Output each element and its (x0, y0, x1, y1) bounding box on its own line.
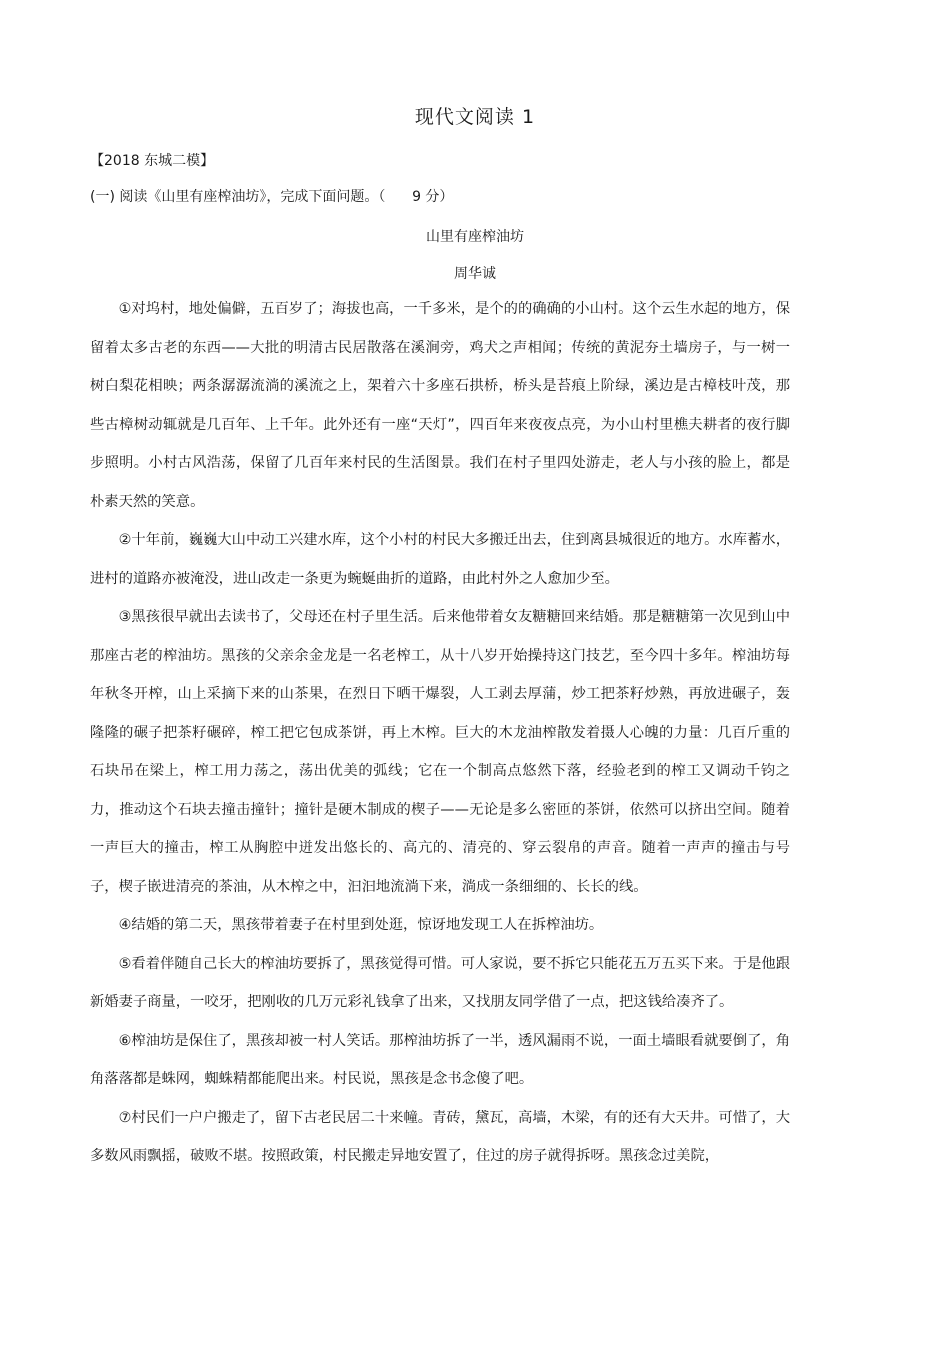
paragraph-1: ①对坞村，地处偏僻，五百岁了；海拔也高，一千多米，是个的的确确的小山村。这个云生水起的地方，保留着太多古老的东西——大批的明清古民居散落在溪涧旁，鸡犬之声相闻；传统的黄泥夯土墙房子，与一树一树白梨花相映；两条潺潺流淌的溪流之上，架着六十多座石拱桥，桥头是苔痕上阶绿，溪边是古樟枝叶茂，那些古樟树动辄就是几百年、上千年。此外还有一座“天灯”，四百年来夜夜点亮，为小山村里樵夫耕者的夜行脚步照明。小村古风浩荡，保留了几百年来村民的生活图景。我们在村子里四处游走，老人与小孩的脸上，都是朴素天然的笑意。 (90, 301, 790, 510)
paragraph-2: ②十年前，巍巍大山中动工兴建水库，这个小村的村民大多搬迁出去，住到离县城很近的地方。水库蓄水，进村的道路亦被淹没，进山改走一条更为蜿蜒曲折的道路，由此村外之人愈加少至。 (90, 532, 790, 587)
page-title: 现代文阅读 1 (414, 106, 536, 128)
paragraph-4: ④结婚的第二天，黑孩带着妻子在村里到处逛，惊讶地发现工人在拆榨油坊。 (118, 917, 604, 933)
paragraph-5: ⑤看着伴随自己长大的榨油坊要拆了，黑孩觉得可惜。可人家说，要不拆它只能花五万五买下来。于是他跟新婚妻子商量，一咬牙，把刚收的几万元彩礼钱拿了出来，又找朋友同学借了一点，把这钱给凑齐了。 (90, 955, 790, 1010)
paragraph-7: ⑦村民们一户户搬走了，留下古老民居二十来幢。青砖，黛瓦，高墙，木梁，有的还有大天井。可惜了，大多数风雨飘摇，破败不堪。按照政策，村民搬走异地安置了，住过的房子就得拆呀。黑孩念过美院， (90, 1109, 790, 1164)
paragraph-6: ⑥榨油坊是保住了，黑孩却被一村人笑话。那榨油坊拆了一半，透风漏雨不说，一面土墙眼看就要倒了，角角落落都是蛛网，蜘蛛精都能爬出来。村民说，黑孩是念书念傻了吧。 (90, 1032, 790, 1087)
question-instruction: (一) 阅读《山里有座榨油坊》，完成下面问题。（ 9 分） (90, 189, 454, 205)
article-title: 山里有座榨油坊 (426, 229, 524, 245)
paragraph-3: ③黑孩很早就出去读书了，父母还在村子里生活。后来他带着女友糖糖回来结婚。那是糖糖第一次见到山中那座古老的榨油坊。黑孩的父亲余金龙是一名老榨工，从十八岁开始操持这门技艺，至今四十多年。榨油坊每年秋冬开榨，山上采摘下来的山茶果，在烈日下晒干爆裂，人工剥去厚蒲，炒工把茶籽炒熟，再放进碾子，轰隆隆的碾子把茶籽碾碎，榨工把它包成茶饼，再上木榨。巨大的木龙油榨散发着摄人心魄的力量：几百斤重的石块吊在梁上，榨工用力荡之，荡出优美的弧线；它在一个制高点悠然下落，经验老到的榨工又调动千钧之力，推动这个石块去撞击撞针；撞针是硬木制成的楔子——无论是多么密匝的茶饼，依然可以挤出空间。随着一声巨大的撞击，榨工从胸腔中迸发出悠长的、高亢的、清亮的、穿云裂帛的声音。随着一声声的撞击与号子，楔子嵌进清亮的茶油，从木榨之中，汩汩地流淌下来，淌成一条细细的、长长的线。 (90, 609, 790, 895)
exam-source-label: 【2018 东城二模】 (90, 153, 215, 169)
article-author: 周华诚 (454, 266, 496, 282)
article-body (90, 290, 790, 1176)
